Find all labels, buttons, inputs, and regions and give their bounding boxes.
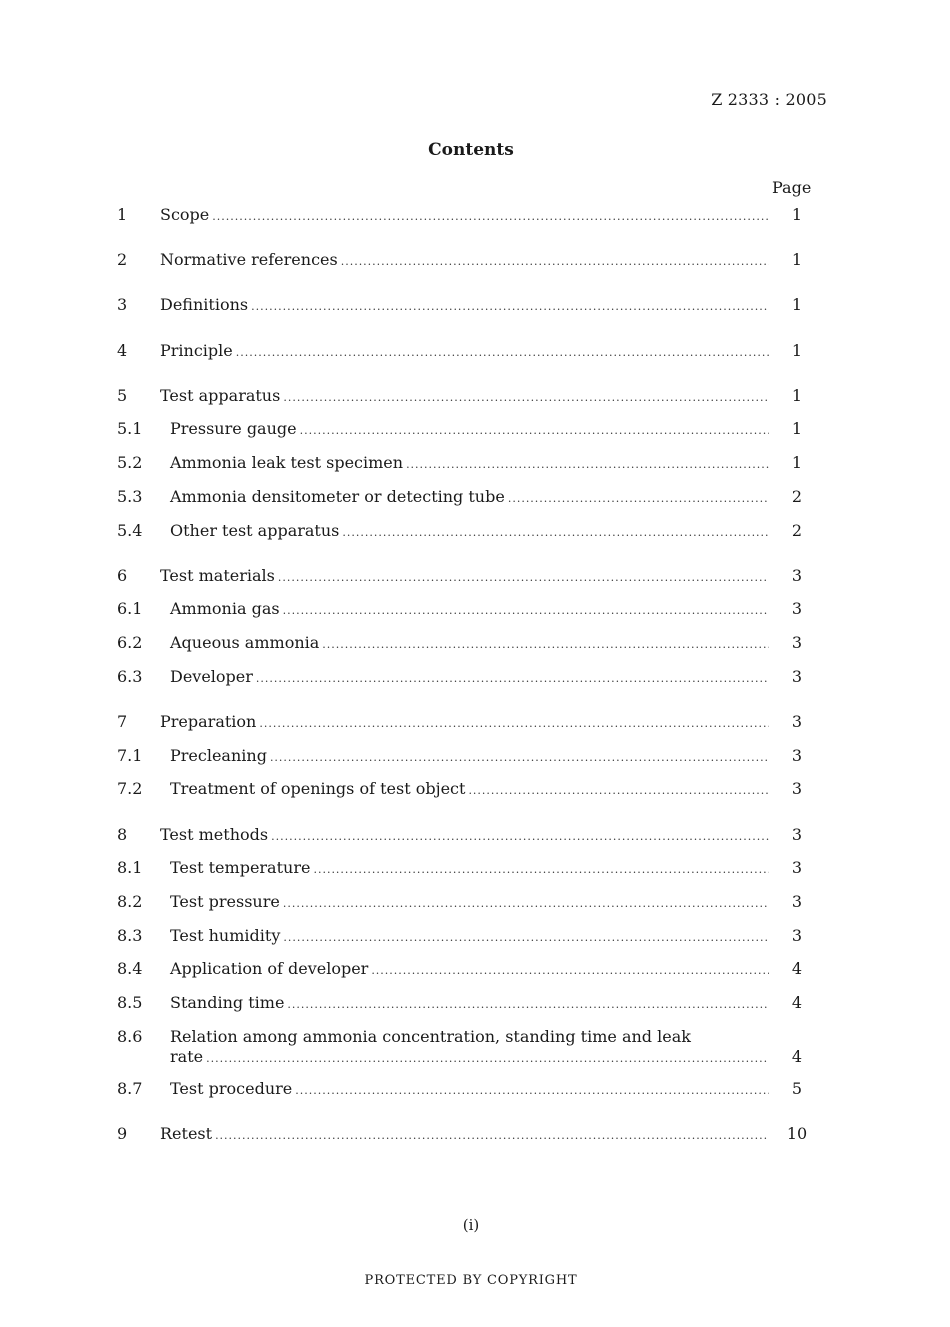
dot-leader: [259, 709, 769, 739]
toc-entry-page: 1: [791, 419, 803, 439]
dot-leader: [287, 990, 769, 1020]
toc-entry-page: 3: [791, 633, 803, 653]
toc-entry-label: Pressure gauge: [170, 419, 297, 439]
dot-leader: [236, 338, 769, 368]
toc-entry-number: 5.3: [117, 486, 143, 506]
toc-entry-page: 3: [791, 779, 803, 799]
toc-entry-number: 4: [117, 340, 128, 360]
toc-entry-label: Application of developer: [170, 959, 369, 979]
toc-entry-number: 8.4: [117, 959, 143, 979]
toc-subentry[interactable]: [117, 853, 817, 887]
toc-entry-number: 6.3: [117, 666, 143, 686]
toc-entry-number: 5.2: [117, 453, 143, 473]
toc-entry-page: 2: [791, 520, 803, 540]
toc-entry-label: Ammonia leak test specimen: [170, 453, 404, 473]
dot-leader: [341, 247, 769, 277]
toc-entry-number: 5.1: [117, 419, 143, 439]
toc-subentry[interactable]: [117, 482, 817, 516]
toc-subentry[interactable]: [117, 887, 817, 921]
toc-subentry[interactable]: [117, 921, 817, 955]
toc-entry-page: 1: [791, 295, 803, 315]
toc-entry-number: 7: [117, 711, 128, 731]
dot-leader: [406, 450, 769, 480]
toc-entry-number: 9: [117, 1123, 128, 1143]
toc-entry-label-line1: Relation among ammonia concentration, standing time and leak: [170, 1026, 691, 1046]
dot-leader: [322, 630, 769, 660]
toc-entry-number: 8.1: [117, 858, 143, 878]
toc-entry-label: Test methods: [160, 824, 269, 844]
toc-subentry[interactable]: [117, 774, 817, 808]
toc-entry-number: 6.1: [117, 599, 143, 619]
toc-entry[interactable]: [117, 245, 817, 279]
dot-leader: [270, 743, 769, 773]
dot-leader: [271, 822, 769, 852]
dot-leader: [256, 664, 769, 694]
toc-subentry[interactable]: [117, 1022, 817, 1074]
dot-leader: [300, 416, 769, 446]
dot-leader: [278, 563, 769, 593]
toc-entry-label: Test apparatus: [160, 385, 281, 405]
dot-leader: [508, 484, 769, 514]
toc-entry-number: 1: [117, 205, 128, 224]
toc-entry[interactable]: [117, 707, 817, 741]
toc-entry-page: 4: [791, 992, 803, 1012]
toc-entry-page: 2: [791, 486, 803, 506]
dot-leader: [283, 383, 769, 413]
toc-entry-number: 8.3: [117, 925, 143, 945]
toc-entry-page: 1: [791, 250, 803, 270]
toc-entry-page: 3: [791, 925, 803, 945]
toc-subentry[interactable]: [117, 414, 817, 448]
dot-leader: [212, 202, 769, 232]
toc-entry-number: 8.7: [117, 1078, 143, 1098]
copyright-notice: PROTECTED BY COPYRIGHT: [364, 1273, 578, 1288]
toc-entry-label: Scope: [160, 205, 210, 224]
toc-entry-label: Test pressure: [170, 891, 280, 911]
toc-entry-label: Test humidity: [170, 925, 281, 945]
toc-subentry[interactable]: [117, 448, 817, 482]
toc-subentry[interactable]: [117, 741, 817, 775]
page-number: (i): [462, 1216, 480, 1234]
toc-subentry[interactable]: [117, 954, 817, 988]
toc-entry-number: 8.2: [117, 891, 143, 911]
toc-entry-label: rate: [170, 1046, 204, 1066]
page-title: Contents: [428, 140, 514, 160]
toc-subentry[interactable]: [117, 1074, 817, 1108]
toc-entry-label: Treatment of openings of test object: [170, 779, 466, 799]
page-column-label: Page: [772, 178, 812, 197]
toc-entry-page: 1: [791, 340, 803, 360]
toc-entry[interactable]: [117, 200, 817, 234]
toc-entry-label: Test temperature: [170, 858, 311, 878]
toc-entry-page: 3: [791, 745, 803, 765]
toc-entry[interactable]: [117, 381, 817, 415]
toc-entry-label: Other test apparatus: [170, 520, 340, 540]
toc-entry-page: 10: [786, 1123, 808, 1143]
toc-entry-page: 3: [791, 599, 803, 619]
toc-entry-number: 8: [117, 824, 128, 844]
dot-leader: [251, 292, 769, 322]
toc-entry-label: Normative references: [160, 250, 338, 270]
toc-entry-page: 4: [791, 959, 803, 979]
toc-entry-number: 8.6: [117, 1026, 143, 1046]
dot-leader: [206, 1044, 769, 1074]
toc-entry-label: Aqueous ammonia: [170, 633, 320, 653]
toc-entry-label: Ammonia gas: [170, 599, 280, 619]
toc-entry-number: 6: [117, 565, 128, 585]
dot-leader: [468, 776, 769, 806]
toc-entry-label: Test materials: [160, 565, 275, 585]
toc-entry-page: 3: [791, 711, 803, 731]
toc-entry-label: Definitions: [160, 295, 249, 315]
toc-entry-label: Test procedure: [170, 1078, 293, 1098]
toc-subentry[interactable]: [117, 594, 817, 628]
dot-leader: [283, 596, 769, 626]
toc-entry-number: 2: [117, 250, 128, 270]
toc-entry-page: 5: [791, 1078, 803, 1098]
toc-entry-label: Standing time: [170, 992, 285, 1012]
toc-entry-number: 7.1: [117, 745, 143, 765]
table-of-contents: [117, 200, 817, 1153]
dot-leader: [283, 889, 769, 919]
dot-leader: [295, 1076, 769, 1106]
toc-entry-number: 6.2: [117, 633, 143, 653]
toc-entry-page: 3: [791, 891, 803, 911]
document-id: Z 2333 : 2005: [711, 90, 827, 109]
dot-leader: [371, 956, 769, 986]
toc-subentry[interactable]: [117, 988, 817, 1022]
toc-entry-page: 3: [791, 858, 803, 878]
toc-subentry[interactable]: [117, 662, 817, 696]
toc-entry-page: 3: [791, 565, 803, 585]
toc-entry-page: 3: [791, 666, 803, 686]
toc-entry-number: 3: [117, 295, 128, 315]
toc-entry-page: 1: [791, 205, 803, 224]
toc-entry-page: 1: [791, 453, 803, 473]
toc-entry-page: 1: [791, 385, 803, 405]
dot-leader: [283, 923, 769, 953]
toc-entry-page: 3: [791, 824, 803, 844]
toc-entry[interactable]: [117, 336, 817, 370]
toc-entry[interactable]: [117, 1119, 817, 1153]
toc-entry[interactable]: [117, 561, 817, 595]
toc-entry[interactable]: [117, 820, 817, 854]
toc-entry-label: Principle: [160, 340, 233, 360]
toc-entry-label: Preparation: [160, 711, 257, 731]
toc-entry-label: Retest: [160, 1123, 213, 1143]
toc-entry-number: 5: [117, 385, 128, 405]
toc-entry-label: Precleaning: [170, 745, 267, 765]
dot-leader: [342, 518, 769, 548]
toc-entry-page: 4: [791, 1046, 803, 1066]
toc-subentry[interactable]: [117, 628, 817, 662]
toc-subentry[interactable]: [117, 516, 817, 550]
dot-leader: [313, 855, 769, 885]
toc-entry-label: Ammonia densitometer or detecting tube: [170, 486, 505, 506]
toc-entry[interactable]: [117, 290, 817, 324]
toc-entry-number: 5.4: [117, 520, 143, 540]
toc-entry-number: 8.5: [117, 992, 143, 1012]
toc-entry-number: 7.2: [117, 779, 143, 799]
dot-leader: [215, 1121, 769, 1151]
toc-entry-label: Developer: [170, 666, 253, 686]
